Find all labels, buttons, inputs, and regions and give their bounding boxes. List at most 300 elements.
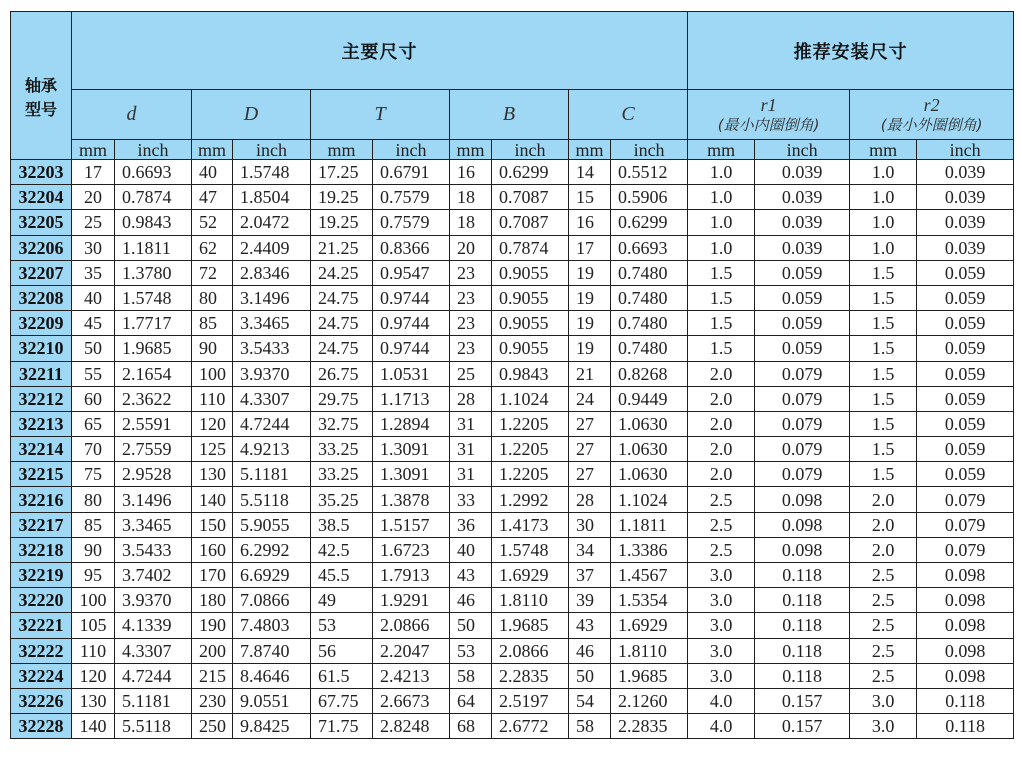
T-mm-cell: 19.25 (311, 210, 373, 235)
r1-mm-cell: 1.5 (688, 336, 755, 361)
r2-mm-cell: 1.5 (850, 411, 917, 436)
B-mm-cell: 28 (450, 386, 492, 411)
T-mm-cell: 24.75 (311, 285, 373, 310)
C-inch-cell: 1.9685 (611, 663, 688, 688)
d-inch-cell: 2.3622 (115, 386, 192, 411)
B-inch-cell: 0.9055 (492, 260, 569, 285)
unit-inch-header: inch (492, 140, 569, 160)
T-inch-cell: 0.6791 (373, 160, 450, 185)
model-number-cell: 32218 (11, 537, 72, 562)
model-number-cell: 32208 (11, 285, 72, 310)
d-mm-cell: 90 (72, 537, 115, 562)
B-mm-cell: 53 (450, 638, 492, 663)
C-mm-cell: 46 (569, 638, 611, 663)
model-number-cell: 32210 (11, 336, 72, 361)
d-mm-cell: 40 (72, 285, 115, 310)
T-inch-cell: 0.9744 (373, 285, 450, 310)
r2-inch-cell: 0.059 (917, 260, 1014, 285)
C-inch-cell: 0.7480 (611, 285, 688, 310)
unit-inch-header: inch (917, 140, 1014, 160)
r1-inch-cell: 0.039 (755, 185, 850, 210)
r1-mm-cell: 1.0 (688, 160, 755, 185)
B-mm-cell: 68 (450, 714, 492, 739)
d-mm-cell: 75 (72, 462, 115, 487)
T-inch-cell: 0.9547 (373, 260, 450, 285)
C-mm-cell: 30 (569, 512, 611, 537)
r2-inch-cell: 0.098 (917, 613, 1014, 638)
B-inch-cell: 1.8110 (492, 588, 569, 613)
B-mm-cell: 40 (450, 537, 492, 562)
r2-mm-cell: 1.0 (850, 185, 917, 210)
model-header-line1: 轴承 (24, 75, 57, 95)
C-inch-cell: 0.5906 (611, 185, 688, 210)
model-header-cell (11, 12, 72, 160)
B-inch-cell: 1.1024 (492, 386, 569, 411)
D-mm-cell: 130 (192, 462, 233, 487)
r1-mm-cell: 2.5 (688, 487, 755, 512)
D-mm-cell: 215 (192, 663, 233, 688)
r2-inch-cell: 0.079 (917, 487, 1014, 512)
r2-inch-cell: 0.059 (917, 437, 1014, 462)
r1-mm-cell: 1.0 (688, 210, 755, 235)
unit-inch-header: inch (373, 140, 450, 160)
header-row-groups (11, 12, 1014, 90)
r2-mm-cell: 2.0 (850, 512, 917, 537)
r2-mm-cell: 1.5 (850, 260, 917, 285)
T-inch-cell: 0.9744 (373, 311, 450, 336)
r2-inch-cell: 0.118 (917, 688, 1014, 713)
r2-description: (最小外圈倒角) (880, 115, 983, 134)
table-row (11, 361, 1014, 386)
r1-mm-cell: 4.0 (688, 714, 755, 739)
table-row (11, 235, 1014, 260)
r1-mm-cell: 1.0 (688, 235, 755, 260)
r1-mm-cell: 1.5 (688, 260, 755, 285)
d-inch-cell: 1.1811 (115, 235, 192, 260)
header-row-units (11, 140, 1014, 160)
C-mm-cell: 16 (569, 210, 611, 235)
T-mm-cell: 33.25 (311, 437, 373, 462)
T-inch-cell: 1.3091 (373, 437, 450, 462)
T-inch-cell: 1.3091 (373, 462, 450, 487)
unit-mm-header: mm (192, 140, 233, 160)
d-inch-cell: 4.3307 (115, 638, 192, 663)
symbol-r2-header (850, 90, 1014, 140)
table-row (11, 714, 1014, 739)
r2-inch-cell: 0.059 (917, 336, 1014, 361)
d-mm-cell: 65 (72, 411, 115, 436)
r1-mm-cell: 2.0 (688, 411, 755, 436)
r1-mm-cell: 1.5 (688, 311, 755, 336)
r1-mm-cell: 2.0 (688, 437, 755, 462)
T-mm-cell: 38.5 (311, 512, 373, 537)
B-mm-cell: 64 (450, 688, 492, 713)
r1-mm-cell: 2.0 (688, 361, 755, 386)
B-mm-cell: 31 (450, 462, 492, 487)
d-mm-cell: 105 (72, 613, 115, 638)
C-mm-cell: 17 (569, 235, 611, 260)
r2-mm-cell: 2.5 (850, 588, 917, 613)
B-inch-cell: 0.9843 (492, 361, 569, 386)
T-inch-cell: 2.6673 (373, 688, 450, 713)
header-row-symbols (11, 90, 1014, 140)
unit-inch-header: inch (233, 140, 311, 160)
table-row (11, 260, 1014, 285)
r1-inch-cell: 0.079 (755, 361, 850, 386)
C-mm-cell: 54 (569, 688, 611, 713)
D-mm-cell: 85 (192, 311, 233, 336)
r2-inch-cell: 0.059 (917, 285, 1014, 310)
D-inch-cell: 5.9055 (233, 512, 311, 537)
D-inch-cell: 4.9213 (233, 437, 311, 462)
B-mm-cell: 18 (450, 210, 492, 235)
d-inch-cell: 5.1181 (115, 688, 192, 713)
unit-mm-header: mm (688, 140, 755, 160)
D-mm-cell: 120 (192, 411, 233, 436)
C-mm-cell: 19 (569, 336, 611, 361)
unit-mm-header: mm (850, 140, 917, 160)
unit-inch-header: inch (115, 140, 192, 160)
r2-inch-cell: 0.098 (917, 563, 1014, 588)
d-inch-cell: 0.9843 (115, 210, 192, 235)
unit-mm-header: mm (450, 140, 492, 160)
d-inch-cell: 2.1654 (115, 361, 192, 386)
r1-inch-cell: 0.039 (755, 235, 850, 260)
r1-inch-cell: 0.059 (755, 260, 850, 285)
D-inch-cell: 3.9370 (233, 361, 311, 386)
r2-mm-cell: 1.0 (850, 160, 917, 185)
d-mm-cell: 50 (72, 336, 115, 361)
C-inch-cell: 0.9449 (611, 386, 688, 411)
r1-inch-cell: 0.098 (755, 487, 850, 512)
T-mm-cell: 33.25 (311, 462, 373, 487)
r2-inch-cell: 0.079 (917, 512, 1014, 537)
d-inch-cell: 0.6693 (115, 160, 192, 185)
T-mm-cell: 19.25 (311, 185, 373, 210)
r1-mm-cell: 4.0 (688, 688, 755, 713)
r1-inch-cell: 0.157 (755, 714, 850, 739)
d-inch-cell: 2.5591 (115, 411, 192, 436)
B-inch-cell: 1.5748 (492, 537, 569, 562)
B-inch-cell: 0.7087 (492, 185, 569, 210)
C-mm-cell: 28 (569, 487, 611, 512)
model-number-cell: 32204 (11, 185, 72, 210)
table-body (11, 160, 1014, 739)
D-mm-cell: 47 (192, 185, 233, 210)
D-inch-cell: 9.8425 (233, 714, 311, 739)
unit-mm-header: mm (72, 140, 115, 160)
r1-mm-cell: 3.0 (688, 588, 755, 613)
r2-mm-cell: 1.5 (850, 336, 917, 361)
r1-description: (最小内圈倒角) (717, 115, 820, 134)
d-inch-cell: 1.5748 (115, 285, 192, 310)
B-mm-cell: 31 (450, 411, 492, 436)
C-mm-cell: 19 (569, 311, 611, 336)
C-inch-cell: 0.8268 (611, 361, 688, 386)
model-number-cell: 32212 (11, 386, 72, 411)
T-mm-cell: 26.75 (311, 361, 373, 386)
B-inch-cell: 1.2205 (492, 437, 569, 462)
table-row (11, 386, 1014, 411)
r1-inch-cell: 0.059 (755, 336, 850, 361)
B-mm-cell: 23 (450, 260, 492, 285)
D-inch-cell: 2.8346 (233, 260, 311, 285)
D-inch-cell: 1.8504 (233, 185, 311, 210)
C-mm-cell: 27 (569, 462, 611, 487)
r2-mm-cell: 1.5 (850, 462, 917, 487)
C-inch-cell: 0.6299 (611, 210, 688, 235)
r1-inch-cell: 0.118 (755, 613, 850, 638)
r2-mm-cell: 2.5 (850, 613, 917, 638)
d-mm-cell: 25 (72, 210, 115, 235)
B-mm-cell: 25 (450, 361, 492, 386)
T-inch-cell: 2.8248 (373, 714, 450, 739)
D-inch-cell: 7.8740 (233, 638, 311, 663)
T-inch-cell: 0.9744 (373, 336, 450, 361)
d-mm-cell: 100 (72, 588, 115, 613)
D-mm-cell: 190 (192, 613, 233, 638)
table-row (11, 638, 1014, 663)
C-inch-cell: 2.2835 (611, 714, 688, 739)
r1-inch-cell: 0.039 (755, 160, 850, 185)
D-inch-cell: 5.5118 (233, 487, 311, 512)
r2-inch-cell: 0.118 (917, 714, 1014, 739)
r2-mm-cell: 1.5 (850, 386, 917, 411)
d-inch-cell: 4.1339 (115, 613, 192, 638)
B-inch-cell: 0.9055 (492, 285, 569, 310)
r2-mm-cell: 3.0 (850, 688, 917, 713)
B-inch-cell: 1.6929 (492, 563, 569, 588)
symbol-B-header: B (450, 90, 569, 140)
D-inch-cell: 5.1181 (233, 462, 311, 487)
D-inch-cell: 2.0472 (233, 210, 311, 235)
C-mm-cell: 27 (569, 411, 611, 436)
B-mm-cell: 50 (450, 613, 492, 638)
d-inch-cell: 1.3780 (115, 260, 192, 285)
d-inch-cell: 0.7874 (115, 185, 192, 210)
D-inch-cell: 4.7244 (233, 411, 311, 436)
C-inch-cell: 1.0630 (611, 411, 688, 436)
T-mm-cell: 29.75 (311, 386, 373, 411)
D-inch-cell: 4.3307 (233, 386, 311, 411)
r2-mm-cell: 2.0 (850, 487, 917, 512)
d-mm-cell: 30 (72, 235, 115, 260)
B-inch-cell: 1.9685 (492, 613, 569, 638)
D-mm-cell: 140 (192, 487, 233, 512)
r1-inch-cell: 0.118 (755, 563, 850, 588)
model-number-cell: 32206 (11, 235, 72, 260)
r2-inch-cell: 0.039 (917, 160, 1014, 185)
r2-inch-cell: 0.059 (917, 411, 1014, 436)
table-row (11, 512, 1014, 537)
r2-inch-cell: 0.098 (917, 663, 1014, 688)
d-mm-cell: 45 (72, 311, 115, 336)
C-mm-cell: 21 (569, 361, 611, 386)
r2-mm-cell: 1.5 (850, 437, 917, 462)
T-mm-cell: 35.25 (311, 487, 373, 512)
unit-inch-header: inch (755, 140, 850, 160)
r1-inch-cell: 0.079 (755, 411, 850, 436)
B-inch-cell: 2.5197 (492, 688, 569, 713)
r2-mm-cell: 1.5 (850, 285, 917, 310)
D-inch-cell: 8.4646 (233, 663, 311, 688)
d-mm-cell: 120 (72, 663, 115, 688)
B-mm-cell: 23 (450, 311, 492, 336)
T-inch-cell: 1.5157 (373, 512, 450, 537)
C-inch-cell: 0.5512 (611, 160, 688, 185)
r2-inch-cell: 0.039 (917, 210, 1014, 235)
B-mm-cell: 23 (450, 285, 492, 310)
table-row (11, 311, 1014, 336)
T-inch-cell: 1.1713 (373, 386, 450, 411)
T-inch-cell: 1.0531 (373, 361, 450, 386)
T-mm-cell: 42.5 (311, 537, 373, 562)
r1-inch-cell: 0.098 (755, 537, 850, 562)
r1-mm-cell: 1.5 (688, 285, 755, 310)
r1-mm-cell: 3.0 (688, 613, 755, 638)
C-inch-cell: 1.0630 (611, 462, 688, 487)
T-inch-cell: 1.3878 (373, 487, 450, 512)
T-mm-cell: 67.75 (311, 688, 373, 713)
model-number-cell: 32205 (11, 210, 72, 235)
table-row (11, 487, 1014, 512)
C-mm-cell: 27 (569, 437, 611, 462)
r1-inch-cell: 0.039 (755, 210, 850, 235)
T-mm-cell: 61.5 (311, 663, 373, 688)
D-mm-cell: 250 (192, 714, 233, 739)
r2-inch-cell: 0.079 (917, 537, 1014, 562)
r1-inch-cell: 0.118 (755, 588, 850, 613)
T-mm-cell: 24.25 (311, 260, 373, 285)
table-row (11, 613, 1014, 638)
model-number-cell: 32203 (11, 160, 72, 185)
r1-mm-cell: 2.0 (688, 386, 755, 411)
B-mm-cell: 23 (450, 336, 492, 361)
D-mm-cell: 110 (192, 386, 233, 411)
model-number-cell: 32217 (11, 512, 72, 537)
T-inch-cell: 2.0866 (373, 613, 450, 638)
D-mm-cell: 150 (192, 512, 233, 537)
d-mm-cell: 85 (72, 512, 115, 537)
D-inch-cell: 2.4409 (233, 235, 311, 260)
B-inch-cell: 2.2835 (492, 663, 569, 688)
T-mm-cell: 49 (311, 588, 373, 613)
r2-label: r2 (923, 94, 940, 115)
B-mm-cell: 18 (450, 185, 492, 210)
D-mm-cell: 40 (192, 160, 233, 185)
C-mm-cell: 14 (569, 160, 611, 185)
table-row (11, 160, 1014, 185)
D-inch-cell: 1.5748 (233, 160, 311, 185)
table-row (11, 688, 1014, 713)
model-number-cell: 32211 (11, 361, 72, 386)
D-inch-cell: 6.2992 (233, 537, 311, 562)
B-mm-cell: 31 (450, 437, 492, 462)
B-inch-cell: 0.6299 (492, 160, 569, 185)
r1-label: r1 (760, 94, 777, 115)
symbol-T-header: T (311, 90, 450, 140)
d-mm-cell: 35 (72, 260, 115, 285)
C-inch-cell: 0.7480 (611, 260, 688, 285)
model-number-cell: 32216 (11, 487, 72, 512)
C-mm-cell: 58 (569, 714, 611, 739)
d-inch-cell: 2.7559 (115, 437, 192, 462)
r2-mm-cell: 1.5 (850, 311, 917, 336)
T-inch-cell: 1.6723 (373, 537, 450, 562)
B-inch-cell: 0.9055 (492, 311, 569, 336)
d-mm-cell: 17 (72, 160, 115, 185)
r1-mm-cell: 3.0 (688, 638, 755, 663)
table-row (11, 285, 1014, 310)
C-mm-cell: 19 (569, 285, 611, 310)
d-inch-cell: 3.5433 (115, 537, 192, 562)
D-mm-cell: 72 (192, 260, 233, 285)
unit-mm-header: mm (311, 140, 373, 160)
D-inch-cell: 9.0551 (233, 688, 311, 713)
B-inch-cell: 0.7087 (492, 210, 569, 235)
d-inch-cell: 3.1496 (115, 487, 192, 512)
r1-inch-cell: 0.079 (755, 437, 850, 462)
model-number-cell: 32228 (11, 714, 72, 739)
B-inch-cell: 0.7874 (492, 235, 569, 260)
B-mm-cell: 16 (450, 160, 492, 185)
C-inch-cell: 0.6693 (611, 235, 688, 260)
d-inch-cell: 4.7244 (115, 663, 192, 688)
model-number-cell: 32215 (11, 462, 72, 487)
T-mm-cell: 24.75 (311, 336, 373, 361)
B-inch-cell: 1.2205 (492, 411, 569, 436)
symbol-d-header: d (72, 90, 192, 140)
model-number-cell: 32219 (11, 563, 72, 588)
model-number-cell: 32220 (11, 588, 72, 613)
d-inch-cell: 3.9370 (115, 588, 192, 613)
C-inch-cell: 1.3386 (611, 537, 688, 562)
r1-mm-cell: 2.5 (688, 512, 755, 537)
T-inch-cell: 0.7579 (373, 210, 450, 235)
table-row (11, 462, 1014, 487)
d-mm-cell: 95 (72, 563, 115, 588)
model-number-cell: 32222 (11, 638, 72, 663)
unit-mm-header: mm (569, 140, 611, 160)
r2-mm-cell: 1.5 (850, 361, 917, 386)
D-mm-cell: 90 (192, 336, 233, 361)
T-inch-cell: 0.8366 (373, 235, 450, 260)
D-mm-cell: 180 (192, 588, 233, 613)
C-mm-cell: 43 (569, 613, 611, 638)
C-inch-cell: 1.5354 (611, 588, 688, 613)
r1-inch-cell: 0.059 (755, 285, 850, 310)
table-row (11, 336, 1014, 361)
D-inch-cell: 6.6929 (233, 563, 311, 588)
r1-inch-cell: 0.157 (755, 688, 850, 713)
C-inch-cell: 1.8110 (611, 638, 688, 663)
B-inch-cell: 0.9055 (492, 336, 569, 361)
unit-inch-header: inch (611, 140, 688, 160)
T-mm-cell: 53 (311, 613, 373, 638)
table-row (11, 563, 1014, 588)
d-mm-cell: 20 (72, 185, 115, 210)
table-row (11, 663, 1014, 688)
T-mm-cell: 71.75 (311, 714, 373, 739)
r2-mm-cell: 1.0 (850, 235, 917, 260)
model-number-cell: 32213 (11, 411, 72, 436)
B-inch-cell: 1.2205 (492, 462, 569, 487)
table-row (11, 437, 1014, 462)
r2-inch-cell: 0.098 (917, 638, 1014, 663)
C-inch-cell: 1.1024 (611, 487, 688, 512)
table-row (11, 411, 1014, 436)
T-inch-cell: 1.2894 (373, 411, 450, 436)
